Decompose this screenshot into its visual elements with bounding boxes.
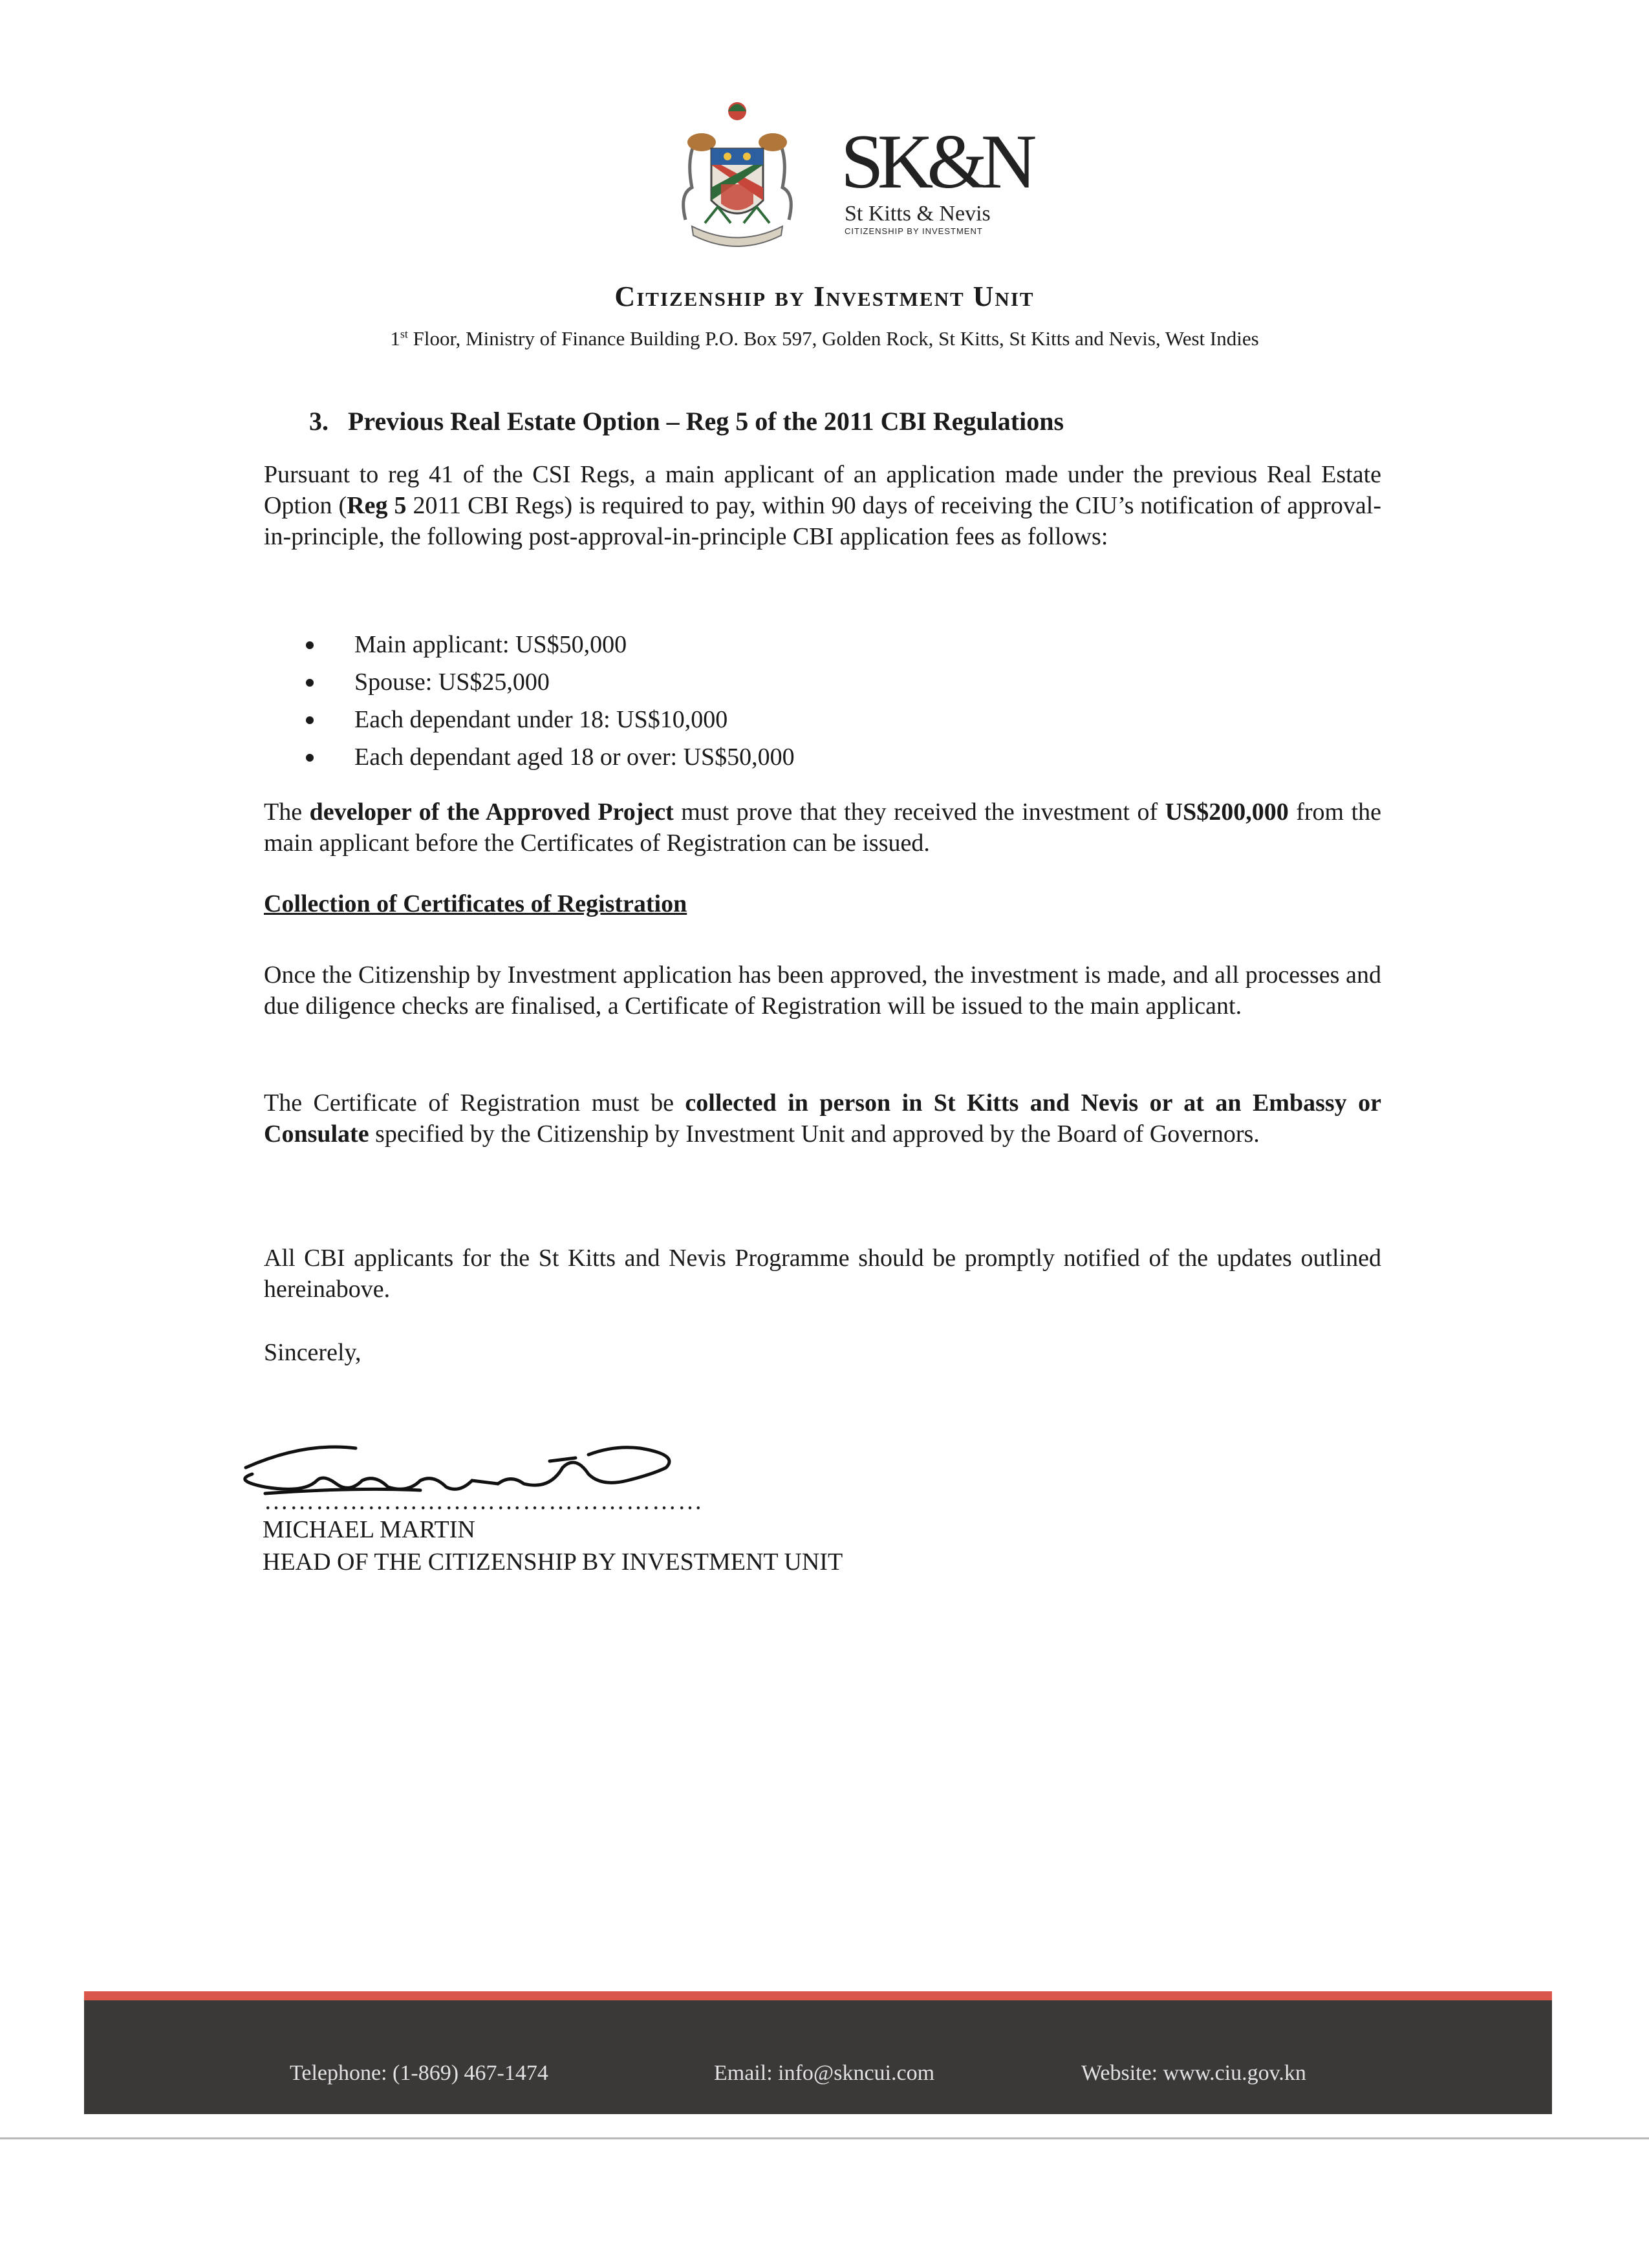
p2-bold-developer: developer of the Approved Project [309, 798, 674, 826]
list-item: Main applicant: US$50,000 [303, 626, 795, 663]
list-item: Each dependant aged 18 or over: US$50,000 [303, 738, 795, 776]
list-item: Spouse: US$25,000 [303, 663, 795, 701]
address-text: Floor, Ministry of Finance Building P.O. Box 597, Golden Rock, St Kitts, St Kitts and Nevis, West Indies [407, 327, 1259, 350]
logo-subtitle: St Kitts & Nevis [845, 202, 991, 226]
p4-bold-collection: collected in person in St Kitts and Nevis or at an Embassy or Consulate [264, 1089, 1381, 1148]
p2-text-a: The [264, 798, 310, 826]
paragraph-notification: All CBI applicants for the St Kitts and Nevis Programme should be promptly notified of the updates outlined hereinabove. [264, 1245, 1381, 1303]
footer-email: Email: info@skncui.com [714, 2061, 935, 2085]
unit-title: Citizenship by Investment Unit [614, 281, 1035, 312]
fee-list [303, 626, 795, 776]
paragraph-developer-proof [264, 797, 1381, 859]
footer-website: Website: www.ciu.gov.kn [1081, 2061, 1306, 2085]
p2-text-c: from the main applicant before the Certificates of Registration can be issued. [264, 798, 1382, 857]
sk-n-logo-text: SK&N [841, 118, 1031, 204]
signer-title: HEAD OF THE CITIZENSHIP BY INVESTMENT UNIT [263, 1548, 843, 1576]
p1-bold-reg: Reg 5 [347, 492, 407, 519]
p4-text-a: The Certificate of Registration must be [264, 1089, 685, 1117]
footer-accent-stripe [84, 1991, 1552, 2000]
page-bottom-divider [0, 2137, 1649, 2139]
address-floor-number: 1 [390, 327, 400, 350]
closing-salutation: Sincerely, [264, 1339, 361, 1366]
signature-line: …………………………………………… [264, 1488, 704, 1515]
list-item: Each dependant under 18: US$10,000 [303, 701, 795, 738]
logo-tagline: CITIZENSHIP BY INVESTMENT [845, 226, 983, 236]
section-heading: 3. Previous Real Estate Option – Reg 5 of the 2011 CBI Regulations [309, 407, 1064, 436]
p2-text-b: must prove that they received the investment of [673, 798, 1165, 826]
footer-bar [84, 2000, 1552, 2114]
p2-bold-amount: US$200,000 [1165, 798, 1289, 826]
p4-text-b: specified by the Citizenship by Investment Unit and approved by the Board of Governors. [369, 1120, 1260, 1148]
coat-of-arms-emblem [666, 97, 808, 259]
address-floor-suffix: st [400, 327, 408, 341]
p1-text-a: Pursuant to reg 41 of the CSI Regs, a main applicant of an application made under the previous Real Estate Option ( [264, 461, 1381, 519]
signer-name: MICHAEL MARTIN [263, 1516, 475, 1543]
unit-address [0, 327, 1649, 350]
paragraph-collection-in-person [264, 1087, 1381, 1150]
collection-heading: Collection of Certificates of Registration [264, 890, 687, 917]
paragraph-fees-intro [264, 459, 1381, 552]
paragraph-certificate-issue: Once the Citizenship by Investment application has been approved, the investment is made, and all processes and due diligence checks are finalised, a Certificate of Registration will be issued to the main applicant. [264, 961, 1381, 1020]
p1-text-b: 2011 CBI Regs) is required to pay, within 90 days of receiving the CIU’s notification of approval-in-principle, the following post-approval-in-principle CBI application fees as follows: [264, 492, 1381, 550]
footer-telephone: Telephone: (1-869) 467-1474 [290, 2061, 548, 2085]
